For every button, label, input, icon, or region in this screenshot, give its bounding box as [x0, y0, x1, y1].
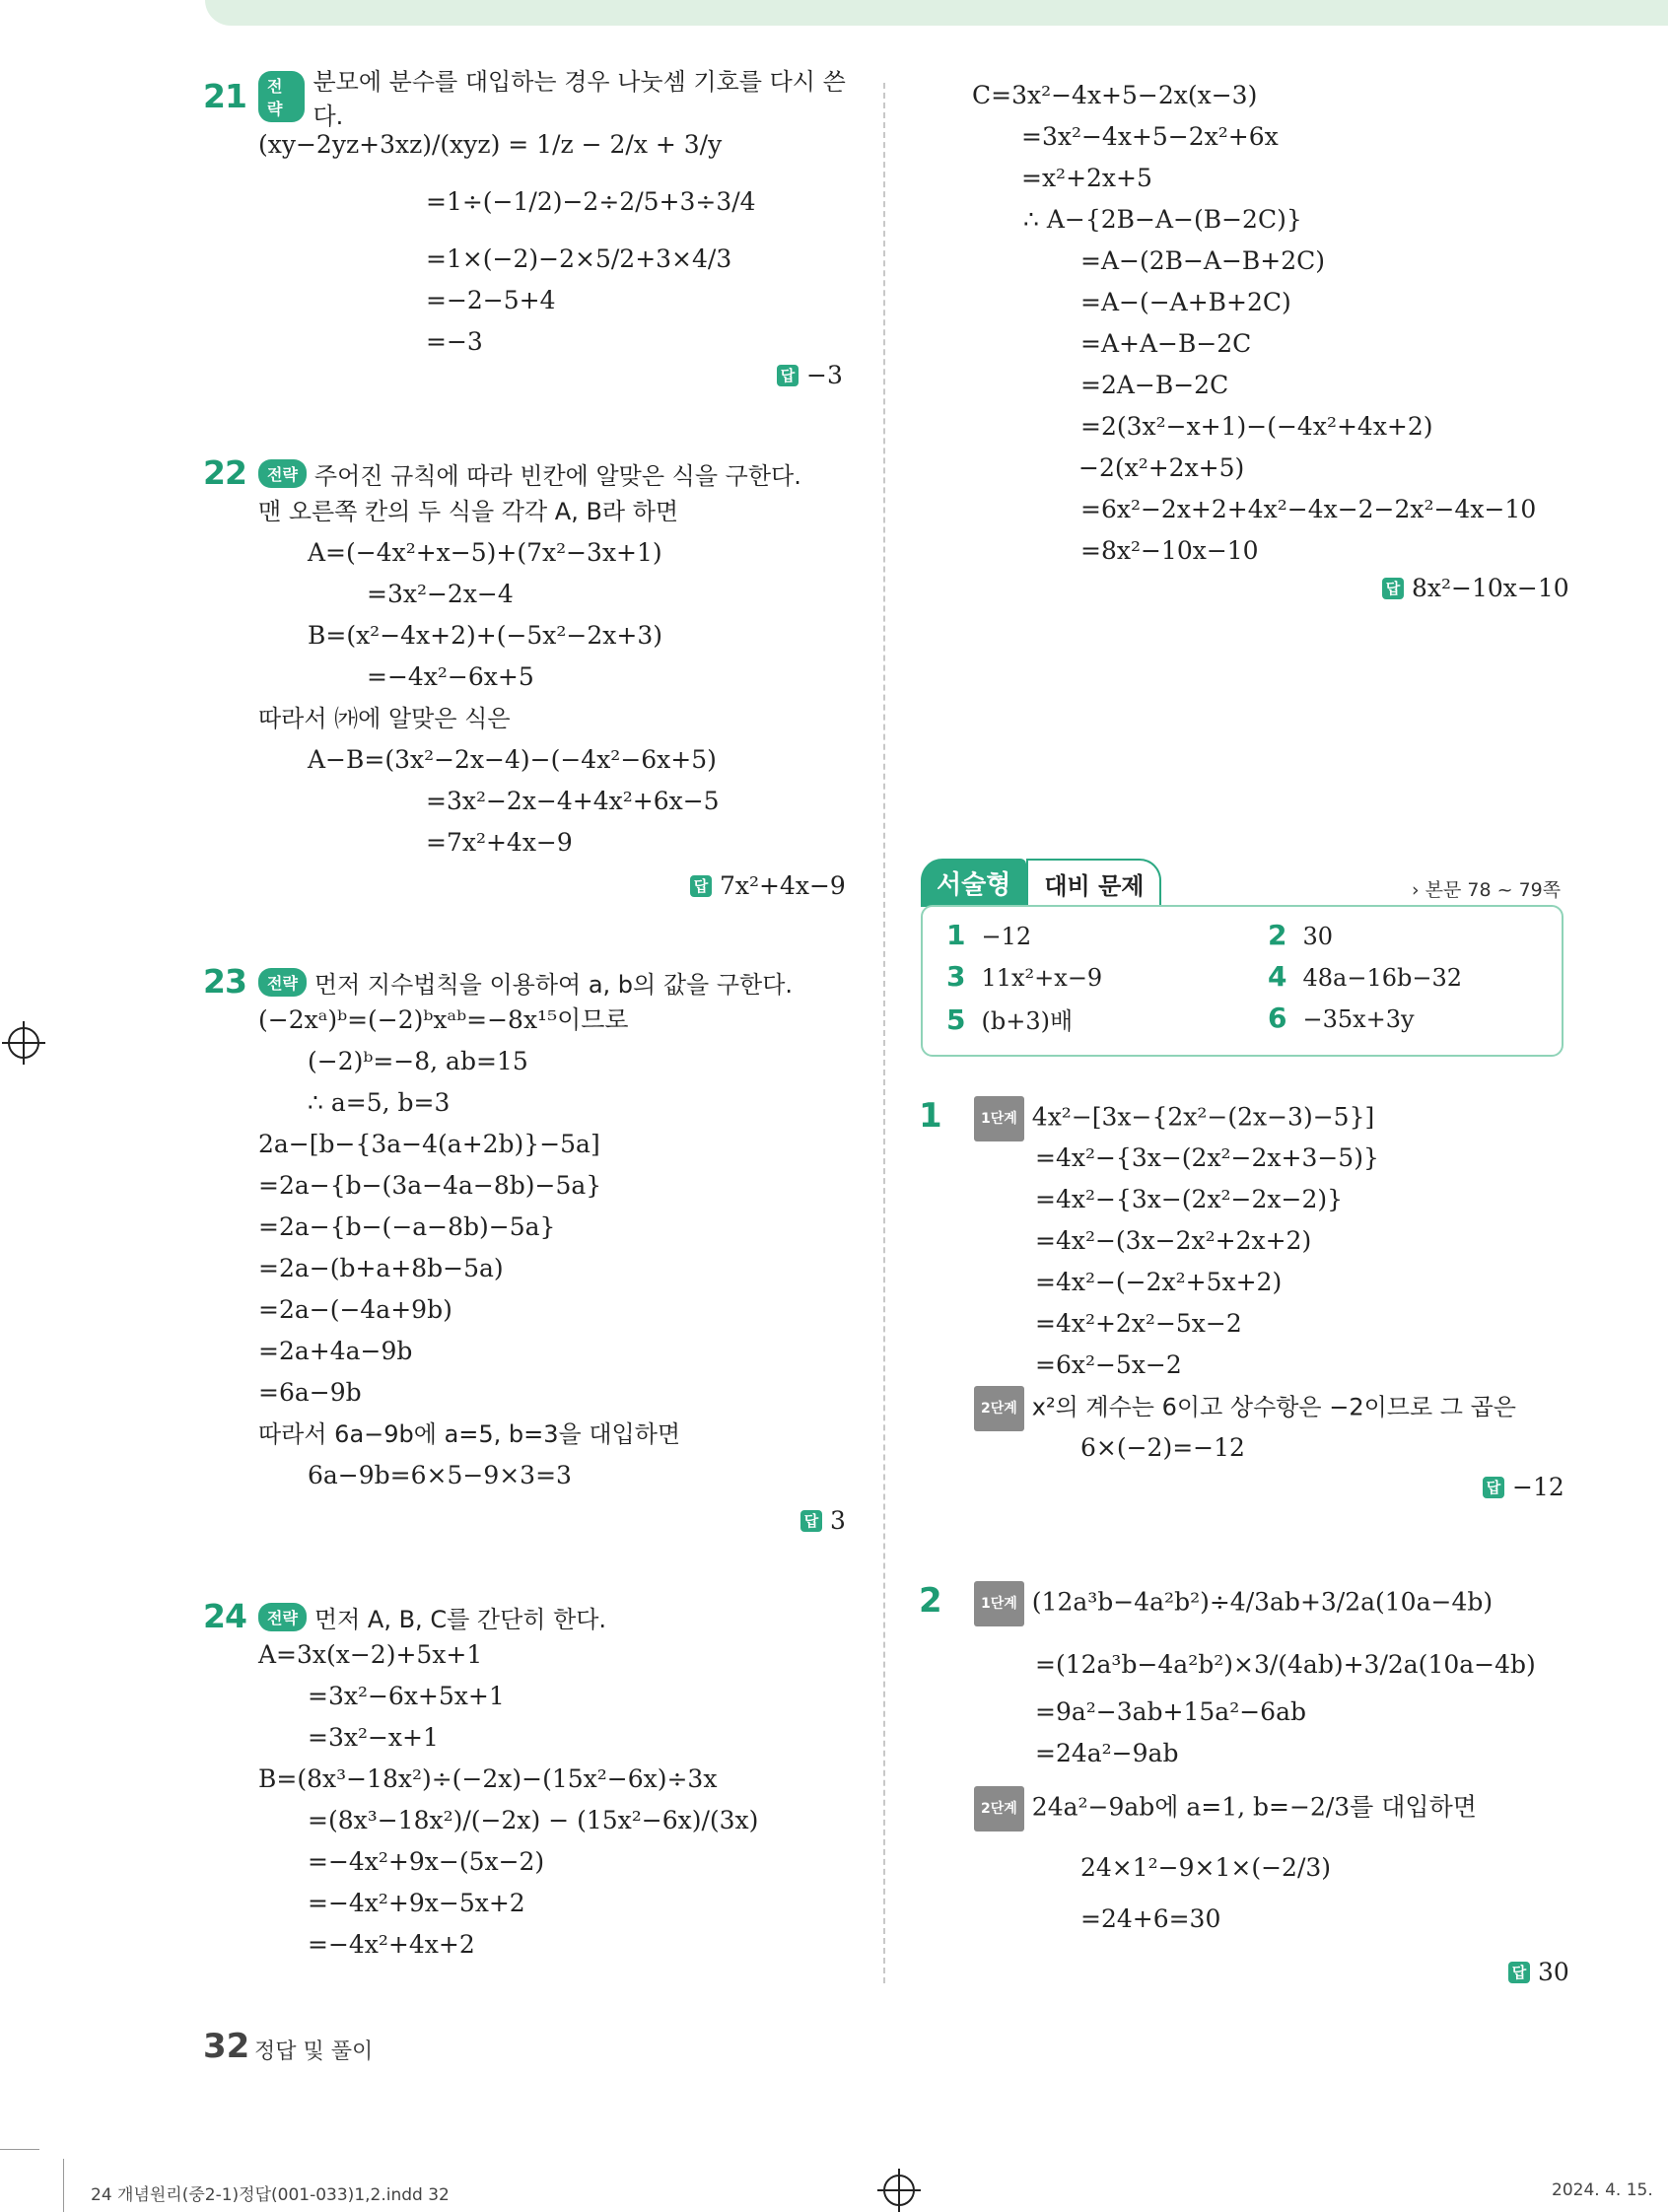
- solution-line: ∴ a=5, b=3: [308, 1088, 451, 1117]
- essay-page-reference: [1412, 875, 1561, 902]
- solution-line: 6×(−2)=−12: [1080, 1433, 1245, 1462]
- solution-line: =−4x²+4x+2: [308, 1930, 475, 1959]
- solution-line: =−4x²+9x−(5x−2): [308, 1847, 545, 1876]
- top-band: [205, 0, 1668, 26]
- answer-icon: 답: [1508, 1962, 1530, 1983]
- problem-number: 22: [203, 453, 246, 492]
- problem-23: [203, 962, 850, 1496]
- solution-line: 2a−[b−{3a−4(a+2b)}−5a]: [258, 1130, 600, 1158]
- solution-line: 2단계 24a²−9ab에 a=1, b=−2/3를 대입하면: [974, 1786, 1585, 1828]
- solution-line: (−2)ᵇ=−8, ab=15: [308, 1047, 528, 1075]
- solution-line: =1×(−2)−2×5/2+3×4/3: [426, 244, 732, 273]
- solution-line: =9a²−3ab+15a²−6ab: [1035, 1697, 1306, 1726]
- solution-line: =−4x²−6x+5: [367, 662, 534, 691]
- solution-line: =3x²−2x−4+4x²+6x−5: [426, 787, 720, 815]
- essay-answer-box: [921, 905, 1564, 1057]
- solution-line: =6x²−2x+2+4x²−4x−2−2x²−4x−10: [1080, 495, 1537, 523]
- chevron-right-icon: ›: [1412, 879, 1420, 901]
- solution-line: 따라서 ㈎에 알맞은 식은: [258, 705, 511, 732]
- essay-tab-label: 서술형: [921, 859, 1026, 907]
- essay-tab-sublabel: 대비 문제: [1026, 859, 1161, 907]
- strategy-badge: 전략: [258, 968, 307, 997]
- answer-21: [777, 361, 843, 389]
- step-badge: 1단계: [974, 1581, 1024, 1626]
- solution-line: A−B=(3x²−2x−4)−(−4x²−6x+5): [308, 745, 717, 774]
- answer-24: [1382, 574, 1569, 602]
- step-badge: 1단계: [974, 1096, 1024, 1141]
- solution-line: =6x²−5x−2: [1035, 1350, 1182, 1379]
- solution-line: =3x²−6x+5x+1: [308, 1682, 505, 1710]
- registration-mark-icon: [8, 1027, 39, 1059]
- essay-item: 6 −35x+3y: [1268, 1002, 1415, 1034]
- solution-line: =4x²−(−2x²+5x+2): [1035, 1268, 1283, 1296]
- solution-line: =4x²−{3x−(2x²−2x+3−5)}: [1035, 1143, 1379, 1172]
- strategy-badge: 전략: [258, 459, 307, 488]
- solution-line: 1단계 (12a³b−4a²b²)÷4/3ab+3/2a(10a−4b): [974, 1581, 1585, 1623]
- solution-line: =x²+2x+5: [1021, 164, 1152, 192]
- solution-line: A=3x(x−2)+5x+1: [258, 1640, 483, 1669]
- solution-line: =4x²+2x²−5x−2: [1035, 1309, 1242, 1338]
- registration-mark-icon: [883, 2175, 915, 2206]
- solution-line: =2a−(−4a+9b): [258, 1295, 452, 1324]
- answer-icon: 답: [1382, 578, 1404, 599]
- solution-2: [974, 1581, 1585, 1940]
- problem-22: [203, 453, 850, 864]
- answer-s2: [1508, 1958, 1569, 1986]
- solution-line: =1÷(−1/2)−2÷2/5+3÷3/4: [426, 187, 756, 216]
- strategy-line: [258, 964, 850, 1000]
- answer-s1: [1483, 1473, 1564, 1501]
- essay-item: 2 30: [1268, 919, 1334, 951]
- answer-value: 3: [830, 1506, 846, 1535]
- solution-line: 1단계 4x²−[3x−{2x²−(2x−3)−5}]: [974, 1096, 1585, 1138]
- solution-line: =4x²−{3x−(2x²−2x−2)}: [1035, 1185, 1344, 1213]
- solution-line: =(8x³−18x²)/(−2x) − (15x²−6x)/(3x): [308, 1806, 759, 1834]
- essay-ref-text: 본문 78 ~ 79쪽: [1425, 879, 1562, 901]
- solution-line: =2A−B−2C: [1080, 371, 1229, 399]
- column-divider: [883, 83, 885, 1983]
- essay-item: 3 11x²+x−9: [946, 960, 1103, 993]
- essay-item: 1 −12: [946, 919, 1032, 951]
- solution-line: =4x²−(3x−2x²+2x+2): [1035, 1226, 1312, 1255]
- solution-line: B=(8x³−18x²)÷(−2x)−(15x²−6x)÷3x: [258, 1764, 718, 1793]
- step-badge: 2단계: [974, 1786, 1024, 1832]
- solution-line: =2a−{b−(3a−4a−8b)−5a}: [258, 1171, 602, 1200]
- problem-number: 21: [203, 77, 246, 115]
- solution-line: =3x²−4x+5−2x²+6x: [1021, 122, 1279, 151]
- solution-line: =3x²−2x−4: [367, 580, 514, 608]
- solution-line: 24×1²−9×1×(−2/3): [1080, 1853, 1332, 1882]
- solution-line: ∴ A−{2B−A−(B−2C)}: [1023, 205, 1302, 234]
- page-footer-label: 정답 및 풀이: [254, 2039, 374, 2064]
- problem-number: 23: [203, 962, 246, 1001]
- solution-line: (xy−2yz+3xz)/(xyz) = 1/z − 2/x + 3/y: [258, 130, 723, 159]
- strategy-badge: 전략: [258, 1603, 307, 1631]
- problem-24-continued: [972, 75, 1603, 572]
- answer-value: 8x²−10x−10: [1412, 574, 1569, 602]
- solution-line: 따라서 6a−9b에 a=5, b=3을 대입하면: [258, 1420, 681, 1448]
- answer-23: [800, 1506, 846, 1535]
- solution-line: 맨 오른쪽 칸의 두 식을 각각 A, B라 하면: [258, 498, 679, 525]
- answer-icon: 답: [800, 1510, 822, 1532]
- solution-line: =−4x²+9x−5x+2: [308, 1889, 525, 1917]
- strategy-line: [258, 1599, 850, 1634]
- answer-value: −3: [806, 361, 843, 389]
- page-number: 32: [203, 2027, 250, 2066]
- strategy-line: [258, 68, 850, 130]
- solution-line: =24a²−9ab: [1035, 1739, 1179, 1767]
- strategy-badge: 전략: [258, 71, 305, 122]
- print-date: 2024. 4. 15.: [1552, 2180, 1653, 2200]
- solution-line: =6a−9b: [258, 1378, 362, 1407]
- solution-line: =7x²+4x−9: [426, 828, 573, 857]
- essay-item: 4 48a−16b−32: [1268, 960, 1462, 993]
- solution-line: =A−(2B−A−B+2C): [1080, 246, 1326, 275]
- solution-line: =8x²−10x−10: [1080, 536, 1259, 565]
- solution-line: =2a+4a−9b: [258, 1337, 413, 1365]
- strategy-text: 분모에 분수를 대입하는 경우 나눗셈 기호를 다시 쓴다.: [313, 68, 846, 130]
- solution-line: 2단계 x²의 계수는 6이고 상수항은 −2이므로 그 곱은: [974, 1386, 1585, 1427]
- solution-line: =2a−{b−(−a−8b)−5a}: [258, 1212, 556, 1241]
- crop-mark: [63, 2159, 64, 2212]
- answer-value: 7x²+4x−9: [720, 871, 846, 900]
- step-badge: 2단계: [974, 1386, 1024, 1431]
- print-file-info: 24 개념원리(중2-1)정답(001-033)1,2.indd 32: [91, 2185, 450, 2205]
- solution-line: =A+A−B−2C: [1080, 329, 1252, 358]
- solution-line: =3x²−x+1: [308, 1723, 439, 1752]
- crop-mark: [0, 2149, 39, 2150]
- strategy-text: 먼저 지수법칙을 이용하여 a, b의 값을 구한다.: [313, 970, 794, 999]
- solution-number: 2: [919, 1581, 942, 1621]
- answer-22: [690, 871, 846, 900]
- solution-line: C=3x²−4x+5−2x(x−3): [972, 81, 1258, 109]
- problem-number: 24: [203, 1597, 246, 1635]
- essay-item: 5 (b+3)배: [946, 1003, 1074, 1036]
- solution-line: =24+6=30: [1080, 1904, 1221, 1933]
- solution-line: =2a−(b+a+8b−5a): [258, 1254, 504, 1282]
- answer-value: 30: [1538, 1958, 1569, 1986]
- solution-line: =−2−5+4: [426, 286, 556, 314]
- answer-icon: 답: [690, 875, 712, 897]
- answer-icon: 답: [1483, 1477, 1504, 1498]
- solution-line: =−3: [426, 327, 483, 356]
- solution-line: =2(3x²−x+1)−(−4x²+4x+2): [1080, 412, 1433, 441]
- strategy-text: 먼저 A, B, C를 간단히 한다.: [313, 1605, 607, 1633]
- essay-section-header: [921, 860, 1161, 907]
- problem-24: [203, 1597, 850, 1966]
- solution-line: =A−(−A+B+2C): [1080, 288, 1291, 316]
- solution-1: [974, 1096, 1585, 1469]
- solution-line: =(12a³b−4a²b²)×3/(4ab)+3/2a(10a−4b): [1035, 1650, 1536, 1679]
- strategy-text: 주어진 규칙에 따라 빈칸에 알맞은 식을 구한다.: [313, 461, 801, 490]
- solution-line: (−2xᵃ)ᵇ=(−2)ᵇxᵃᵇ=−8x¹⁵이므로: [258, 1005, 629, 1034]
- strategy-line: [258, 455, 850, 491]
- answer-value: −12: [1512, 1473, 1564, 1501]
- answer-icon: 답: [777, 365, 799, 386]
- solution-line: 6a−9b=6×5−9×3=3: [308, 1461, 572, 1489]
- solution-line: B=(x²−4x+2)+(−5x²−2x+3): [308, 621, 662, 650]
- problem-21: [203, 68, 850, 363]
- solution-line: A=(−4x²+x−5)+(7x²−3x+1): [308, 538, 662, 567]
- solution-line: −2(x²+2x+5): [1078, 453, 1245, 482]
- solution-number: 1: [919, 1096, 942, 1136]
